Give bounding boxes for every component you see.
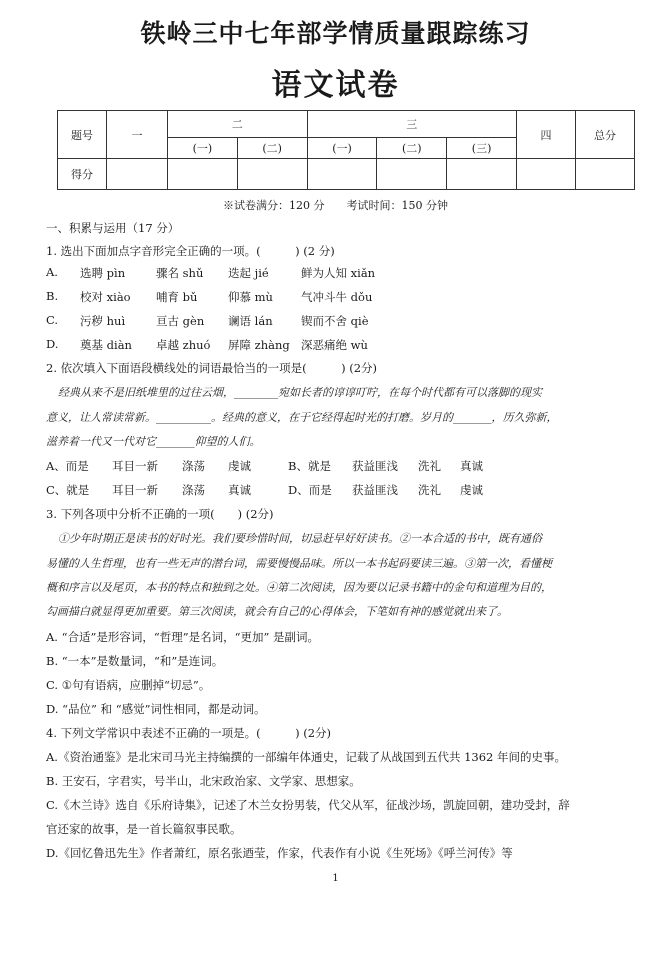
col-4: 四 [517, 111, 576, 159]
exam-note: ※试卷满分：120 分 考试时间：150 分钟 [223, 199, 448, 212]
q2-passage-line: 滋养着一代又一代对它_______仰望的人们。 [46, 435, 261, 448]
q4-option-b: B. 王安石，字君实，号半山，北宋政治家、文学家、思想家。 [46, 774, 361, 788]
score-table [57, 110, 635, 190]
row-score: 得分 [58, 159, 107, 190]
col-total: 总分 [576, 111, 635, 159]
exam-title: 语文试卷 [271, 68, 400, 103]
sub-col: (二) [377, 138, 447, 159]
exam-page: 铁岭三中七年部学情质量跟踪练习 语文试卷 题号 一 二 三 四 总分 (一) (二) (一) (二) (三) 得分 ※试卷满分：120 分 考试时间：150 分钟 一、积累与运用（17 分） 1. 选出下面加点字音形完全正确的一项。( ) (2 分) A. 选聘 pìn 骤名 shǔ 迭起 jié 鲜为人知 xiǎn B. 校对 xiào 哺育 bǔ 仰慕 mù 气冲斗牛 dǒu C. 污秽 huì 亘古 gèn 谰语 lán 锲而不舍 qiè D. 奠基 diàn 卓越 zhuó 屏障 zhàng 深恶痛绝 wù 2. 依次填入下面语段横线处的词语最恰当的一项是( ) (2分) 经典从来不是旧纸堆里的过往云烟，________宛如长者的谆谆叮咛，在每个时代都有可以落脚的现实 意义，让人常读常新。__________。经典的意义，在于它经得起时光的打磨。岁月的_______，历久弥新， 滋养着一代又一代对它_______仰望的人们。 A、而是 耳目一新 涤荡 虔诚 B、就是 获益匪浅 洗礼 真诚 C、就是 耳目一新 涤荡 真诚 D、而是 获益匪浅 洗礼 虔诚 3. 下列各项中分析不正确的一项( ) (2分) ①少年时期正是读书的好时光。我们要珍惜时间，切忌赶早好好读书。②一本合适的书中，既有通俗 易懂的人生哲理，也有一些无声的潜台词，需要慢慢品味。所以一本书起码要读三遍。③第一次，看懂梗 概和序言以及尾页，本书的特点和独到之处。④第二次阅读，因为要以记录书籍中的金句和道理为目的， 勾画描白就显得更加重要。第三次阅读，就会有自己的心得体会，下笔如有神的感觉就出来了。 A. “合适”是形容词，“哲理”是名词，“更加” 是副词。 B. “一本”是数量词，“和”是连词。 C. ①句有语病，应删掉“切忌”。 D. “品位” 和 “感觉”词性相同，都是动词。 4. 下列文学常识中表述不正确的一项是。( ) (2分) A.《资治通鉴》是北宋司马光主持编撰的一部编年体通史，记载了从战国到五代共 1362 年间的史事。 B. 王安石，字君实，号半山，北宋政治家、文学家、思想家。 C.《木兰诗》选自《乐府诗集》，记述了木兰女扮男装，代父从军，征战沙场，凯旋回朝，建功受封，辞 官还家的故事，是一首长篇叙事民歌。 D.《回忆鲁迅先生》作者萧红，原名张迺莹，作家，代表作有小说《生死场》《呼兰河传》等 1 [0, 0, 671, 955]
page-number: 1 [332, 873, 339, 884]
q3-passage-line: 勾画描白就显得更加重要。第三次阅读，就会有自己的心得体会，下笔如有神的感觉就出来了。 [46, 605, 508, 618]
sub-col: (一) [307, 138, 377, 159]
q3-passage-line: ①少年时期正是读书的好时光。我们要珍惜时间，切忌赶早好好读书。②一本合适的书中，既有通俗 [58, 532, 542, 545]
score-cell [307, 159, 377, 190]
q2-stem: 2. 依次填入下面语段横线处的词语最恰当的一项是( ) (2分) [46, 361, 378, 375]
q2-passage-line: 意义，让人常读常新。__________。经典的意义，在于它经得起时光的打磨。岁月的_______，历久弥新， [46, 411, 558, 424]
q1-stem: 1. 选出下面加点字音形完全正确的一项。( ) (2 分) [46, 244, 335, 258]
sub-col: (一) [168, 138, 238, 159]
sub-col: (二) [237, 138, 307, 159]
score-cell [447, 159, 517, 190]
q3-option-c: C. ①句有语病，应删掉“切忌”。 [46, 678, 211, 692]
q4-option-c-cont: 官还家的故事，是一首长篇叙事民歌。 [46, 822, 242, 836]
q2-passage-line: 经典从来不是旧纸堆里的过往云烟，________宛如长者的谆谆叮咛，在每个时代都有可以落脚的现实 [58, 386, 542, 399]
q3-passage-line: 易懂的人生哲理，也有一些无声的潜台词，需要慢慢品味。所以一本书起码要读三遍。③第一次，看懂梗 [46, 557, 552, 570]
col-3: 三 [307, 111, 516, 138]
q4-option-d: D.《回忆鲁迅先生》作者萧红，原名张迺莹，作家，代表作有小说《生死场》《呼兰河传》等 [46, 846, 513, 860]
score-cell [168, 159, 238, 190]
q4-option-a: A.《资治通鉴》是北宋司马光主持编撰的一部编年体通史，记载了从战国到五代共 1362 年间的史事。 [46, 750, 567, 764]
school-title: 铁岭三中七年部学情质量跟踪练习 [140, 19, 531, 48]
q3-option-b: B. “一本”是数量词，“和”是连词。 [46, 654, 224, 668]
q4-stem: 4. 下列文学常识中表述不正确的一项是。( ) (2分) [46, 726, 332, 740]
score-cell [576, 159, 635, 190]
score-cell [237, 159, 307, 190]
q3-option-d: D. “品位” 和 “感觉”词性相同，都是动词。 [46, 702, 266, 716]
q3-passage-line: 概和序言以及尾页，本书的特点和独到之处。④第二次阅读，因为要以记录书籍中的金句和道理为目的， [46, 581, 552, 594]
section-heading: 一、积累与运用（17 分） [46, 221, 180, 235]
row-title: 题号 [58, 111, 107, 159]
score-cell [517, 159, 576, 190]
q3-option-a: A. “合适”是形容词，“哲理”是名词，“更加” 是副词。 [46, 630, 320, 644]
sub-col: (三) [447, 138, 517, 159]
col-1: 一 [107, 111, 168, 159]
col-2: 二 [168, 111, 308, 138]
score-cell [377, 159, 447, 190]
q3-stem: 3. 下列各项中分析不正确的一项( ) (2分) [46, 507, 274, 521]
score-cell [107, 159, 168, 190]
q4-option-c: C.《木兰诗》选自《乐府诗集》，记述了木兰女扮男装，代父从军，征战沙场，凯旋回朝，建功受封，辞 [46, 798, 570, 812]
